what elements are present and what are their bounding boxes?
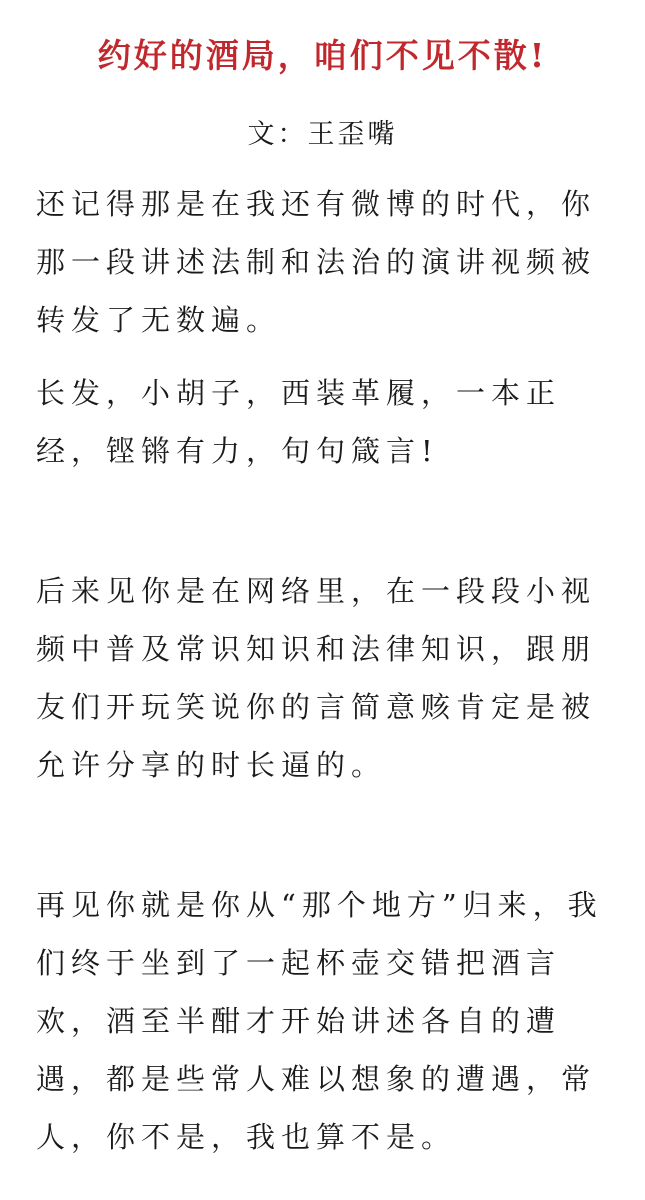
paragraph-3 [36,562,616,794]
paragraph-line: 转发了无数遍。 [36,303,282,337]
paragraph-line: 们终于坐到了一起杯壶交错把酒言 [36,946,562,980]
paragraph-line: 长发，小胡子，西装革履，一本正 [36,376,562,410]
article-author: 文：王歪嘴 [247,119,398,150]
paragraph-line: 经，铿锵有力，句句箴言! [36,434,439,468]
paragraph-2 [36,364,616,480]
article-title: 约好的酒局，咱们不见不散! [97,36,548,75]
paragraph-line: 那一段讲述法制和法治的演讲视频被 [36,245,597,279]
paragraph-line: 遇，都是些常人难以想象的遭遇，常 [36,1062,597,1096]
paragraph-line: 频中普及常识知识和法律知识，跟朋 [36,632,597,666]
paragraph-line: 还记得那是在我还有微博的时代，你 [36,187,597,221]
paragraph-4 [36,876,616,1166]
paragraph-line: 友们开玩笑说你的言简意赅肯定是被 [36,690,597,724]
paragraph-1 [36,175,616,349]
paragraph-line: 后来见你是在网络里，在一段段小视 [36,574,597,608]
paragraph-line: 人，你不是，我也算不是。 [36,1120,457,1154]
paragraph-line: 欢，酒至半酣才开始讲述各自的遭 [36,1004,562,1038]
paragraph-line: 允许分享的时长逼的。 [36,748,387,782]
paragraph-line: 再见你就是你从“那个地方”归来，我 [36,888,603,922]
